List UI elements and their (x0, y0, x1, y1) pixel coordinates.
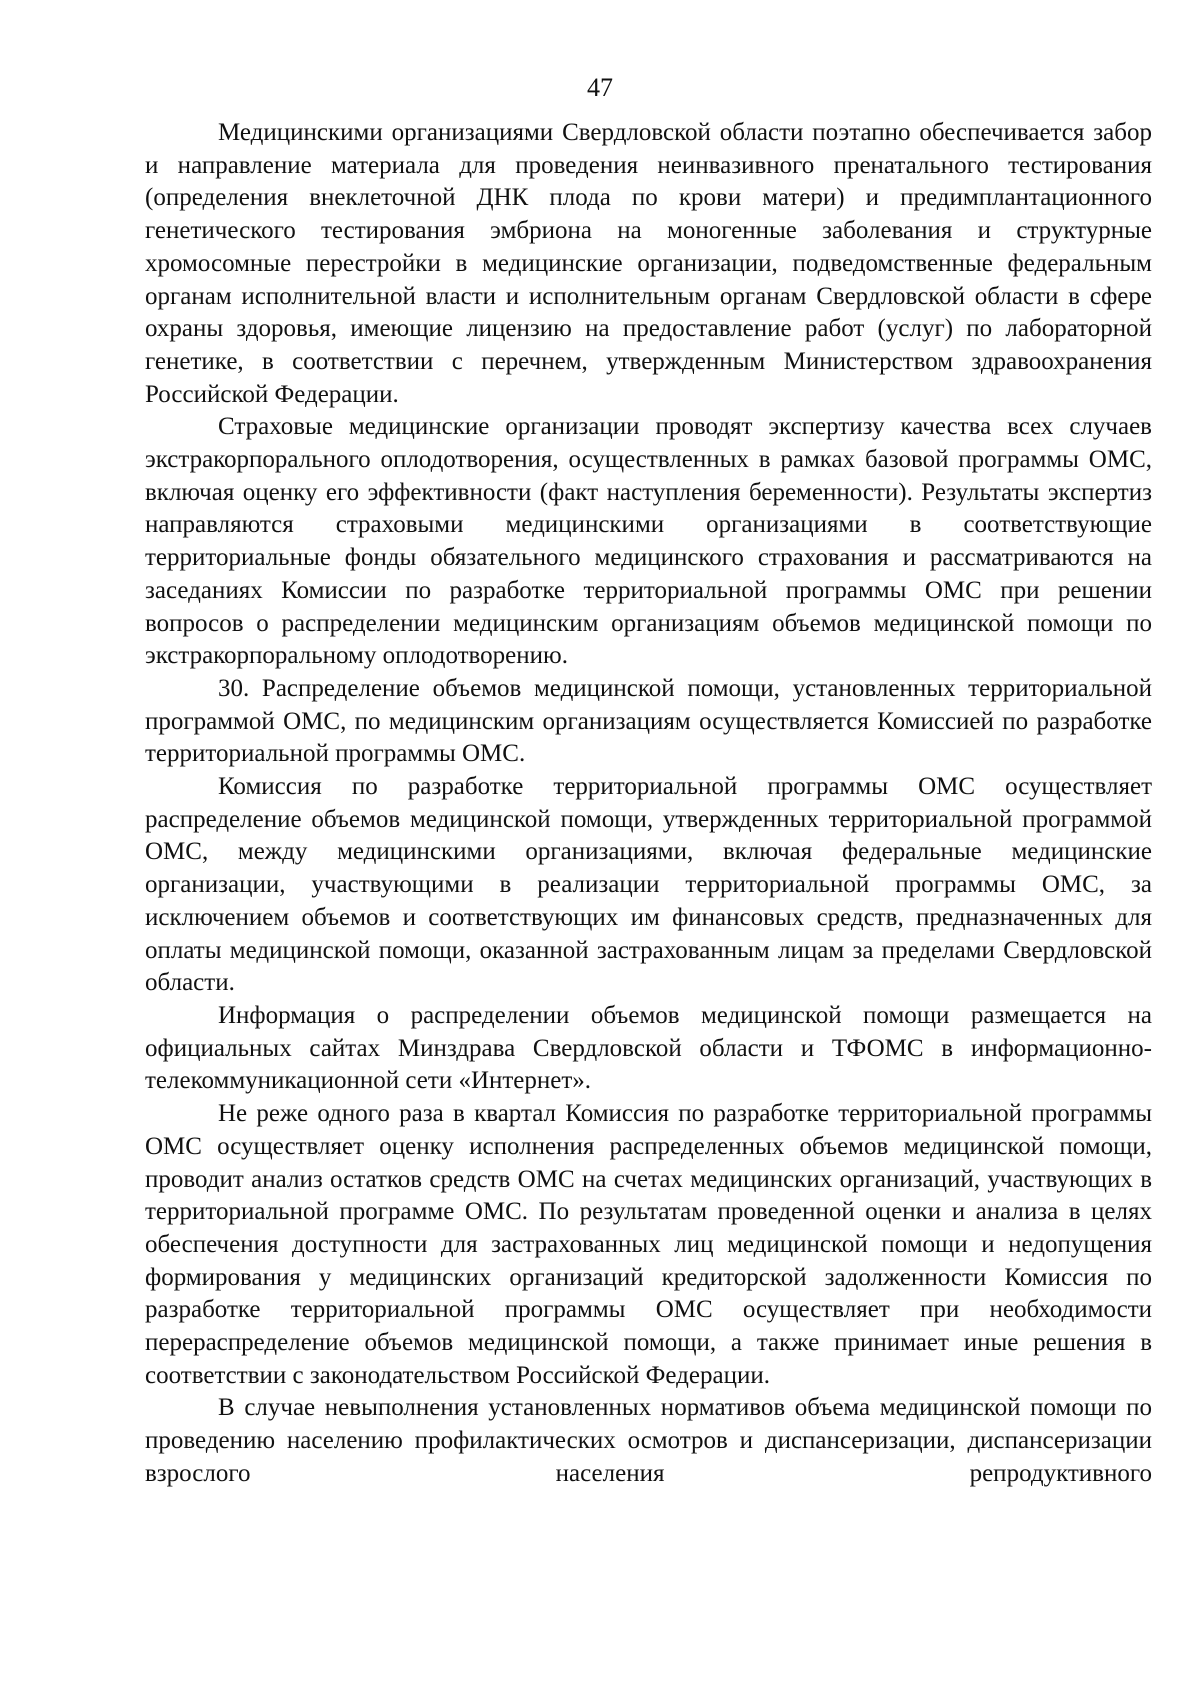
paragraph-commission-distribution: Комиссия по разработке территориальной программы ОМС осуществляет распределение объемов медицинской помощи, утвержденных территориальной программой ОМС, между медицинскими организациями, включая федеральные медицинские организации, участвующими в реализации территориальной программы ОМС, за исключением объемов и соответствующих им финансовых средств, предназначенных для оплаты медицинской помощи, оказанной застрахованным лицам за пределами Свердловской области. (145, 773, 1152, 997)
page-number: 47 (587, 73, 613, 102)
paragraph-information-publishing: Информация о распределении объемов медицинской помощи размещается на официальных сайтах Минздрава Свердловской области и ТФОМС в информационно-телекоммуникационной сети «Интернет». (145, 1001, 1152, 1095)
paragraph-item-30: 30. Распределение объемов медицинской помощи, установленных территориальной программой ОМС, по медицинским организациям осуществляется Комиссией по разработке территориальной программы ОМС. (145, 674, 1152, 768)
paragraph-insurance-expertise: Страховые медицинские организации проводят экспертизу качества всех случаев экстракорпорального оплодотворения, осуществленных в рамках базовой программы ОМС, включая оценку его эффективности (факт наступления беременности). Результаты экспертиз направляются страховыми медицинскими организациями в соответствующие территориальные фонды обязательного медицинского страхования и рассматриваются на заседаниях Комиссии по разработке территориальной программы ОМС при решении вопросов о распределении медицинским организациям объемов медицинской помощи по экстракорпоральному оплодотворению. (145, 413, 1152, 670)
paragraph-quarterly-review: Не реже одного раза в квартал Комиссия по разработке территориальной программы ОМС осуществляет оценку исполнения распределенных объемов медицинской помощи, проводит анализ остатков средств ОМС на счетах медицинских организаций, участвующих в территориальной программе ОМС. По результатам проведенной оценки и анализа в целях обеспечения доступности для застрахованных лиц медицинской помощи и недопущения формирования у медицинских организаций кредиторской задолженности Комиссия по разработке территориальной программы ОМС осуществляет при необходимости перераспределение объемов медицинской помощи, а также принимает иные решения в соответствии с законодательством Российской Федерации. (145, 1100, 1152, 1389)
paragraph-non-fulfillment: В случае невыполнения установленных нормативов объема медицинской помощи по проведению населению профилактических осмотров и диспансеризации, диспансеризации взрослого населения репродуктивного (145, 1394, 1152, 1487)
paragraph-prenatal-testing: Медицинскими организациями Свердловской области поэтапно обеспечивается забор и направление материала для проведения неинвазивного пренатального тестирования (определения внеклеточной ДНК плода по крови матери) и предимплантационного генетического тестирования эмбриона на моногенные заболевания и структурные хромосомные перестройки в медицинские организации, подведомственные федеральным органам исполнительной власти и исполнительным органам Свердловской области в сфере охраны здоровья, имеющие лицензию на предоставление работ (услуг) по лабораторной генетике, в соответствии с перечнем, утвержденным Министерством здравоохранения Российской Федерации. (145, 119, 1152, 408)
document-body (145, 117, 1152, 1491)
